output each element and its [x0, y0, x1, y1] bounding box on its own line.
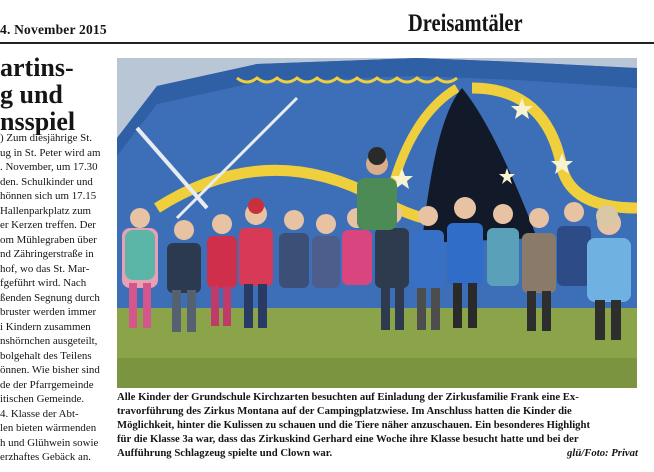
body-line: 4. Klasse der Abt- [0, 407, 79, 420]
body-line: bolgehalt des Teilens [0, 349, 92, 362]
caption-line: Alle Kinder der Grundschule Kirchzarten besuchten auf Einladung der Zirkusfamilie Frank eine Ex- [117, 391, 579, 403]
caption-line: travorführung des Zirkus Montana auf der Campingplatzwiese. Im Anschluss hatten die Kinder die [117, 405, 572, 417]
body-line: . November, um 17.30 [0, 161, 98, 173]
headline-line: nsspiel [0, 107, 76, 135]
body-line: nshörnchen ausgeteilt, [0, 335, 98, 347]
body-line: hof, wo das St. Mar- [0, 262, 90, 275]
headline-line: g und [0, 80, 63, 109]
body-line: Hallenparkplatz zum [0, 204, 92, 217]
body-line: ) Zum diesjährige St. [0, 132, 92, 144]
body-line: hönnen sich um 17.15 [0, 190, 97, 202]
body-line: erzhaftes Gebäck an. [0, 451, 92, 463]
photo-credit: glü/Foto: Privat [567, 447, 638, 459]
body-line: len bieten wärmenden [0, 422, 97, 434]
body-line: i Kindern zusammen [0, 320, 91, 333]
body-line: om Mühlegraben über [0, 233, 97, 246]
header-rule [0, 42, 654, 44]
body-line: h und Glühwein sowie [0, 436, 99, 449]
headline-line: artins- [0, 54, 74, 82]
caption-line: Möglichkeit, hinter die Kulissen zu schauen und die Tiere näher anzuschauen. Ein besonderes Highlight [117, 419, 591, 431]
body-line: er Kerzen treffen. Der [0, 219, 96, 231]
circus-group-photo [117, 58, 637, 388]
article-body [0, 131, 112, 465]
body-line: bruster werden immer [0, 306, 97, 318]
caption-last-line [117, 446, 638, 460]
photo-caption [117, 390, 638, 460]
body-line: fgeführt wird. Nach [0, 277, 87, 289]
issue-date: 4. November 2015 [0, 22, 107, 37]
article-headline [0, 54, 112, 135]
body-line: ßenden Segnung durch [0, 291, 100, 304]
body-line: de der Pfarrgemeinde [0, 378, 94, 391]
section-title: Dreisamtäler [408, 10, 523, 37]
body-line: den. Schulkinder und [0, 175, 93, 188]
caption-line: für die Klasse 3a war, dass das Zirkuskind Gerhard eine Woche ihre Klasse besucht hatte und bei der [117, 433, 579, 445]
body-line: önnen. Wie bisher sind [0, 364, 100, 376]
body-line: nd Zähringerstraße in [0, 248, 94, 260]
body-line: itischen Gemeinde. [0, 393, 85, 405]
caption-line: Aufführung Schlagzeug spielte und Clown war. [117, 447, 333, 459]
body-line: ug in St. Peter wird am [0, 146, 101, 159]
